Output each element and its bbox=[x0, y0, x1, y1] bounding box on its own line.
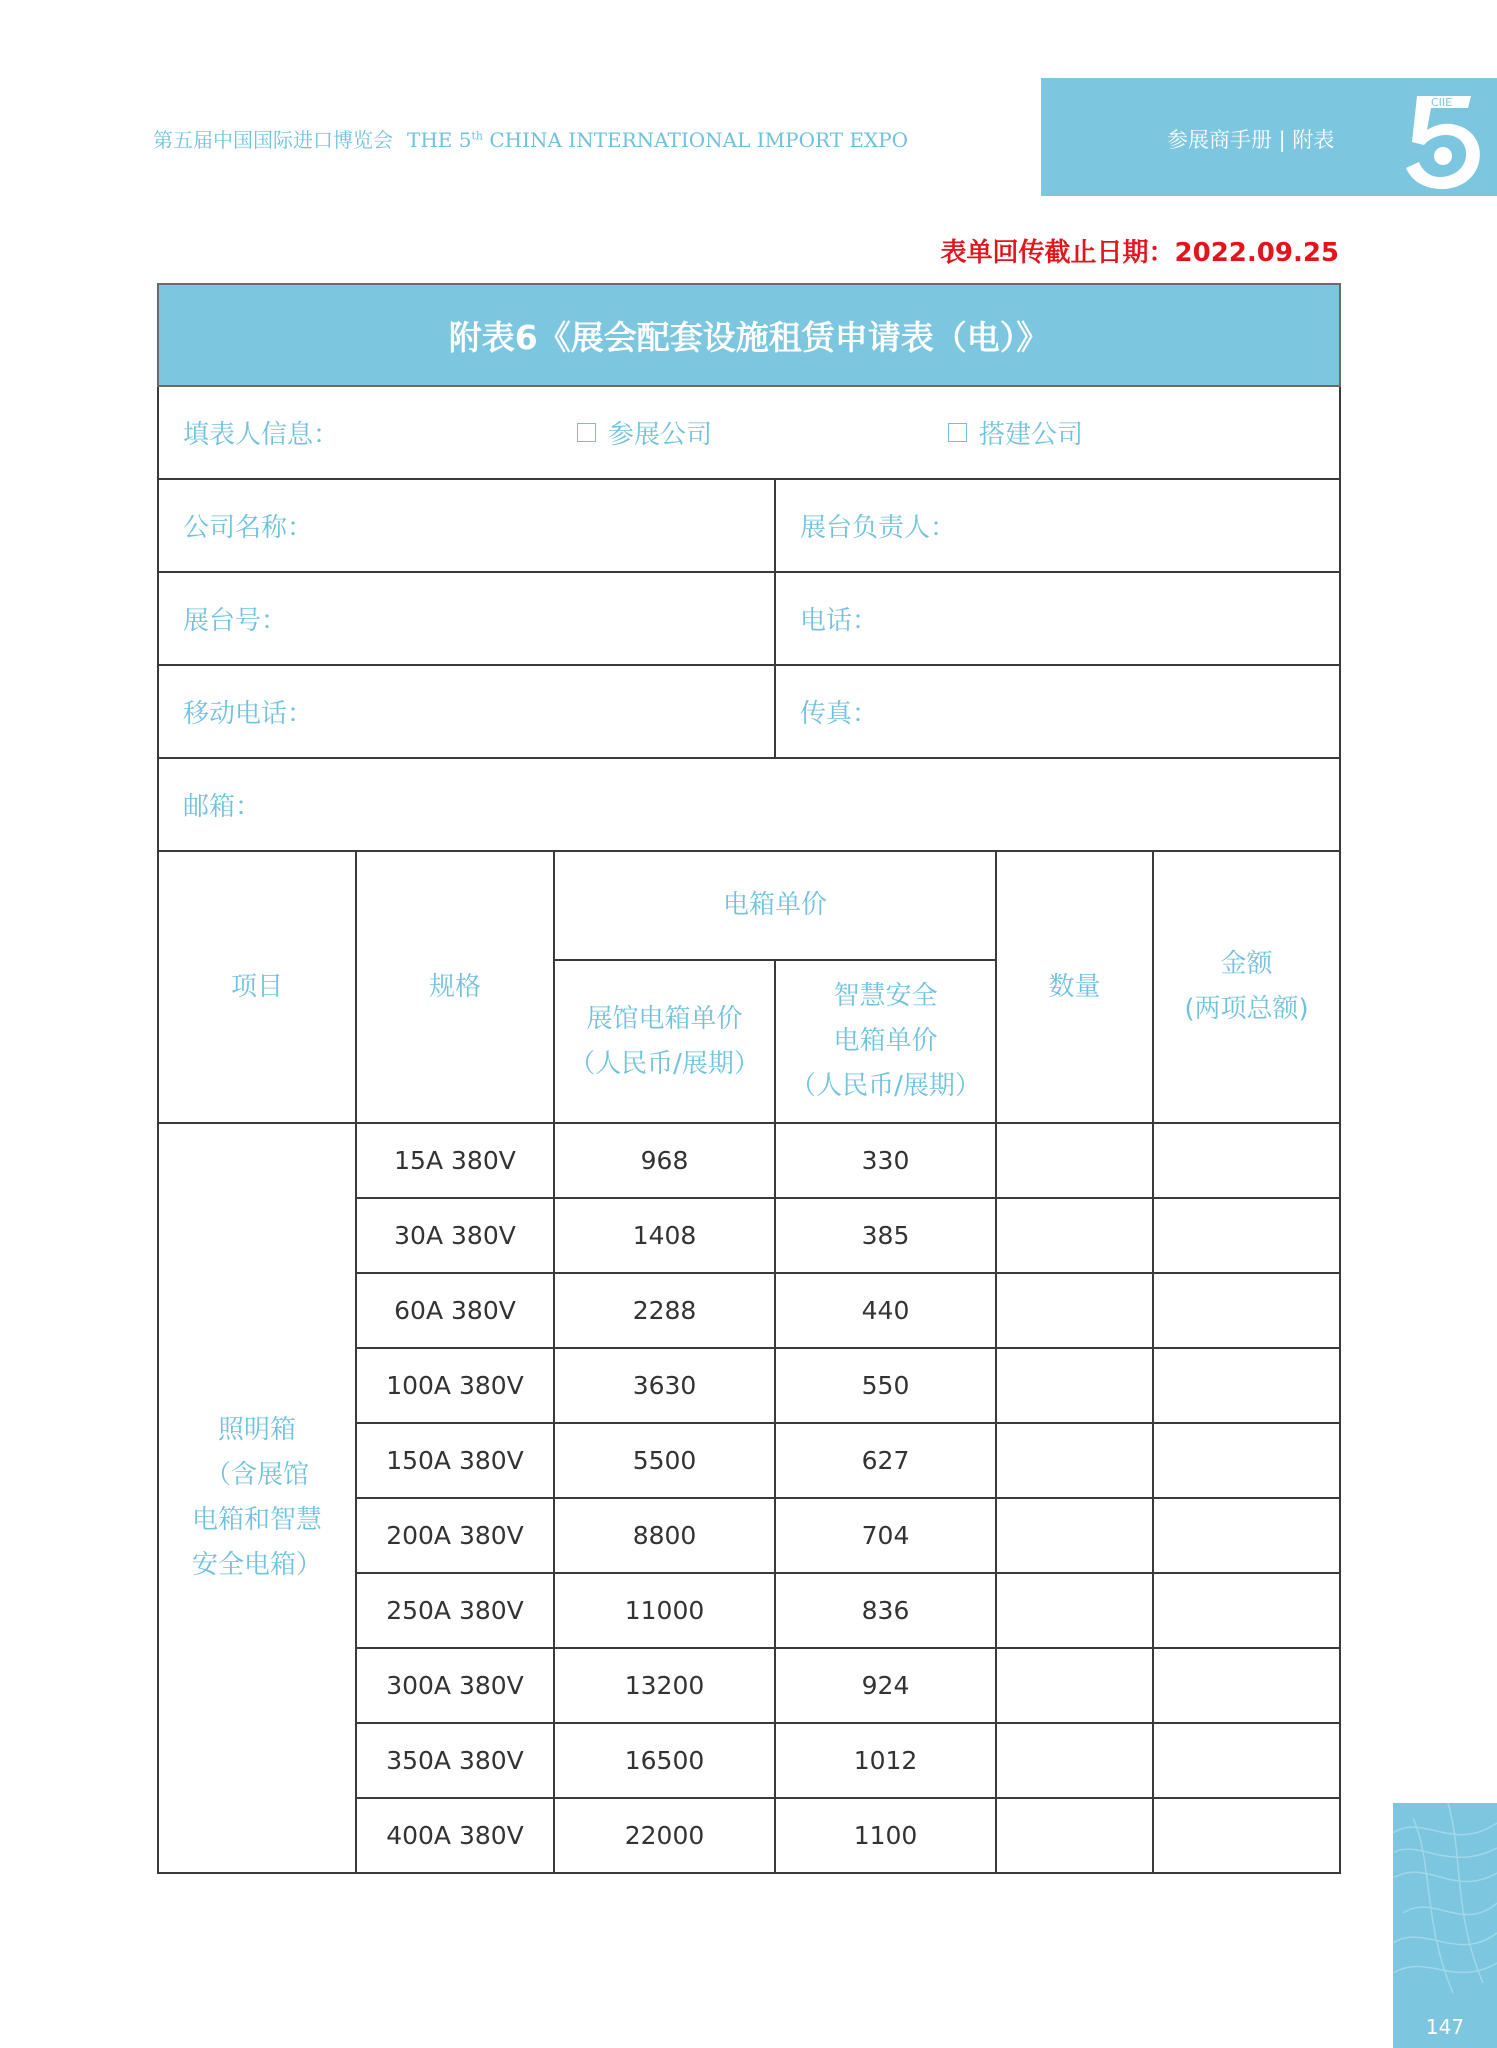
company-name-label: 公司名称： bbox=[183, 513, 314, 543]
spec-cell: 100A 380V bbox=[356, 1348, 554, 1423]
phone-label: 电话： bbox=[800, 606, 879, 636]
qty-input-cell[interactable] bbox=[996, 1798, 1153, 1873]
category-line: 安全电箱） bbox=[191, 1550, 322, 1580]
builder-checkbox[interactable] bbox=[948, 423, 967, 442]
email-label: 邮箱： bbox=[183, 792, 262, 822]
qty-input-cell[interactable] bbox=[996, 1423, 1153, 1498]
amount-line-1: 金额 bbox=[1220, 949, 1273, 979]
spec-cell: 30A 380V bbox=[356, 1198, 554, 1273]
builder-option-label: 搭建公司 bbox=[979, 420, 1084, 450]
amount-input-cell[interactable] bbox=[1153, 1423, 1340, 1498]
hall-price-cell: 16500 bbox=[554, 1723, 775, 1798]
col-header-amount bbox=[1153, 851, 1340, 1123]
page-number: 147 bbox=[1425, 2015, 1465, 2039]
exhibitor-option[interactable] bbox=[577, 414, 948, 451]
smart-price-line-2: 电箱单价 bbox=[833, 1026, 938, 1056]
hall-price-cell: 3630 bbox=[554, 1348, 775, 1423]
ciie-5-logo-icon bbox=[1379, 82, 1491, 194]
hall-price-cell: 8800 bbox=[554, 1498, 775, 1573]
smart-price-cell: 836 bbox=[775, 1573, 996, 1648]
hall-price-line-2: （人民币/展期） bbox=[569, 1048, 760, 1079]
category-lighting-box bbox=[158, 1123, 356, 1873]
col-header-spec: 规格 bbox=[356, 851, 554, 1123]
hall-price-cell: 1408 bbox=[554, 1198, 775, 1273]
booth-manager-field[interactable] bbox=[775, 479, 1340, 572]
corner-decoration bbox=[1393, 1803, 1497, 2048]
table-row bbox=[158, 1123, 1340, 1198]
smart-price-cell: 704 bbox=[775, 1498, 996, 1573]
svg-text:CIIE: CIIE bbox=[1431, 96, 1453, 109]
expo-title bbox=[153, 124, 908, 153]
filler-label: 填表人信息： bbox=[183, 420, 340, 450]
booth-manager-label: 展台负责人： bbox=[800, 513, 957, 543]
spec-cell: 400A 380V bbox=[356, 1798, 554, 1873]
smart-price-cell: 924 bbox=[775, 1648, 996, 1723]
qty-input-cell[interactable] bbox=[996, 1723, 1153, 1798]
col-header-unit-price: 电箱单价 bbox=[554, 851, 996, 960]
header-band bbox=[1041, 78, 1497, 196]
amount-input-cell[interactable] bbox=[1153, 1273, 1340, 1348]
category-line: （含展馆 bbox=[204, 1460, 309, 1490]
smart-price-line-3: （人民币/展期） bbox=[790, 1071, 981, 1101]
smart-price-cell: 1100 bbox=[775, 1798, 996, 1873]
hall-price-cell: 11000 bbox=[554, 1573, 775, 1648]
section-label: 参展商手册 | 附表 bbox=[1167, 128, 1335, 152]
qty-input-cell[interactable] bbox=[996, 1348, 1153, 1423]
hall-price-cell: 13200 bbox=[554, 1648, 775, 1723]
fax-field[interactable] bbox=[775, 665, 1340, 758]
smart-price-line-1: 智慧安全 bbox=[833, 981, 938, 1011]
amount-input-cell[interactable] bbox=[1153, 1798, 1340, 1873]
spec-cell: 250A 380V bbox=[356, 1573, 554, 1648]
booth-number-label: 展台号： bbox=[183, 606, 288, 636]
qty-input-cell[interactable] bbox=[996, 1648, 1153, 1723]
smart-price-cell: 550 bbox=[775, 1348, 996, 1423]
form-title: 附表6《展会配套设施租赁申请表（电）》 bbox=[158, 284, 1340, 386]
col-header-smart-price bbox=[775, 960, 996, 1123]
spec-cell: 300A 380V bbox=[356, 1648, 554, 1723]
mobile-field[interactable] bbox=[158, 665, 775, 758]
spec-cell: 150A 380V bbox=[356, 1423, 554, 1498]
amount-line-2: (两项总额) bbox=[1184, 994, 1309, 1024]
category-line: 电箱和智慧 bbox=[191, 1505, 322, 1535]
qty-input-cell[interactable] bbox=[996, 1273, 1153, 1348]
smart-price-cell: 1012 bbox=[775, 1723, 996, 1798]
amount-input-cell[interactable] bbox=[1153, 1498, 1340, 1573]
hall-price-cell: 2288 bbox=[554, 1273, 775, 1348]
amount-input-cell[interactable] bbox=[1153, 1648, 1340, 1723]
qty-input-cell[interactable] bbox=[996, 1573, 1153, 1648]
wave-pattern-icon bbox=[1393, 1803, 1497, 2048]
mobile-label: 移动电话： bbox=[183, 699, 314, 729]
col-header-qty: 数量 bbox=[996, 851, 1153, 1123]
booth-number-field[interactable] bbox=[158, 572, 775, 665]
exhibitor-option-label: 参展公司 bbox=[608, 420, 713, 450]
amount-input-cell[interactable] bbox=[1153, 1198, 1340, 1273]
phone-field[interactable] bbox=[775, 572, 1340, 665]
qty-input-cell[interactable] bbox=[996, 1198, 1153, 1273]
amount-input-cell[interactable] bbox=[1153, 1573, 1340, 1648]
application-form bbox=[157, 283, 1341, 1874]
category-line: 照明箱 bbox=[217, 1415, 296, 1445]
hall-price-line-1: 展馆电箱单价 bbox=[586, 1003, 743, 1034]
smart-price-cell: 385 bbox=[775, 1198, 996, 1273]
expo-title-en: THE 5th CHINA INTERNATIONAL IMPORT EXPO bbox=[407, 128, 909, 152]
spec-cell: 15A 380V bbox=[356, 1123, 554, 1198]
deadline-notice: 表单回传截止日期：2022.09.25 bbox=[940, 238, 1339, 268]
builder-option[interactable] bbox=[948, 414, 1083, 451]
company-name-field[interactable] bbox=[158, 479, 775, 572]
amount-input-cell[interactable] bbox=[1153, 1123, 1340, 1198]
smart-price-cell: 330 bbox=[775, 1123, 996, 1198]
hall-price-cell: 22000 bbox=[554, 1798, 775, 1873]
spec-cell: 350A 380V bbox=[356, 1723, 554, 1798]
col-header-hall-price bbox=[554, 960, 775, 1123]
expo-title-cn: 第五届中国国际进口博览会 bbox=[153, 128, 393, 152]
email-field[interactable] bbox=[158, 758, 1340, 851]
hall-price-cell: 968 bbox=[554, 1123, 775, 1198]
spec-cell: 60A 380V bbox=[356, 1273, 554, 1348]
filler-info-row bbox=[158, 386, 1340, 479]
smart-price-cell: 627 bbox=[775, 1423, 996, 1498]
amount-input-cell[interactable] bbox=[1153, 1723, 1340, 1798]
col-header-item: 项目 bbox=[158, 851, 356, 1123]
smart-price-cell: 440 bbox=[775, 1273, 996, 1348]
qty-input-cell[interactable] bbox=[996, 1123, 1153, 1198]
hall-price-cell: 5500 bbox=[554, 1423, 775, 1498]
fax-label: 传真： bbox=[800, 699, 879, 729]
amount-input-cell[interactable] bbox=[1153, 1348, 1340, 1423]
qty-input-cell[interactable] bbox=[996, 1498, 1153, 1573]
exhibitor-checkbox[interactable] bbox=[577, 423, 596, 442]
spec-cell: 200A 380V bbox=[356, 1498, 554, 1573]
